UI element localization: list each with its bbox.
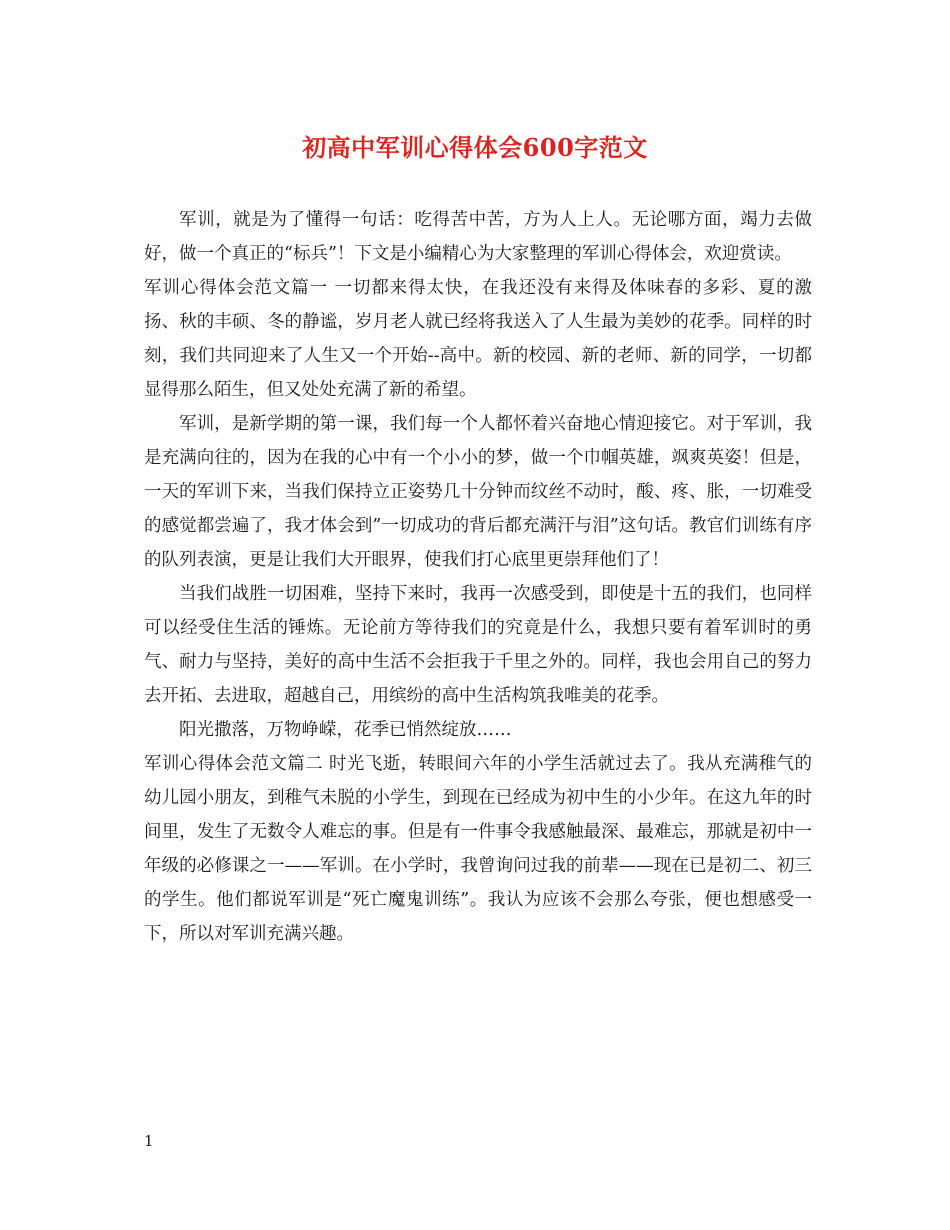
section-one-paragraph [144,271,812,407]
body-paragraph: 当我们战胜一切困难，坚持下来时，我再一次感受到，即使是十五的我们，也同样可以经受住生活的锤炼。无论前方等待我们的究竟是什么，我想只要有着军训时的勇气、耐力与坚持，美好的高中生活不会拒我于千里之外的。同样，我也会用自己的努力去开拓、去进取，超越自己，用缤纷的高中生活构筑我唯美的花季。 [144,584,812,706]
section-two-paragraph [144,747,812,951]
section-two-heading: 军训心得体会范文篇二 [144,754,324,774]
page-number: 1 [144,1132,154,1150]
intro-paragraph: 军训，就是为了懂得一句话：吃得苦中苦，方为人上人。无论哪方面，竭力去做好，做一个真正的“标兵”！下文是小编精心为大家整理的军训心得体会，欢迎赏读。 [144,210,812,264]
document-body [144,203,812,951]
body-paragraph: 阳光撒落，万物峥嵘，花季已悄然绽放…… [179,720,512,740]
section-one-text: 一切都来得太快，在我还没有来得及体味春的多彩、夏的激扬、秋的丰硕、冬的静谧，岁月老人就已经将我送入了人生最为美妙的花季。同样的时刻，我们共同迎来了人生又一个开始--高中。新的校园、新的老师、新的同学，一切都显得那么陌生，但又处处充满了新的希望。 [144,278,812,400]
body-paragraph: 军训，是新学期的第一课，我们每一个人都怀着兴奋地心情迎接它。对于军训，我是充满向往的，因为在我的心中有一个小小的梦，做一个巾帼英雄，飒爽英姿！但是，一天的军训下来，当我们保持立正姿势几十分钟而纹丝不动时，酸、疼、胀，一切难受的感觉都尝遍了，我才体会到”一切成功的背后都充满汗与泪”这句话。教官们训练有序的队列表演，更是让我们大开眼界，使我们打心底里更崇拜他们了！ [144,414,812,570]
document-title: 初高中军训心得体会600字范文 [302,133,648,162]
section-two-text: 时光飞逝，转眼间六年的小学生活就过去了。我从充满稚气的幼儿园小朋友，到稚气未脱的小学生，到现在已经成为初中生的小少年。在这九年的时间里，发生了无数令人难忘的事。但是有一件事令我感触最深、最难忘，那就是初中一年级的必修课之一——军训。在小学时，我曾询问过我的前辈——现在已是初二、初三的学生。他们都说军训是“死亡魔鬼训练”。我认为应该不会那么夸张，便也想感受一下，所以对军训充满兴趣。 [144,754,812,944]
section-one-heading: 军训心得体会范文篇一 [144,278,329,298]
